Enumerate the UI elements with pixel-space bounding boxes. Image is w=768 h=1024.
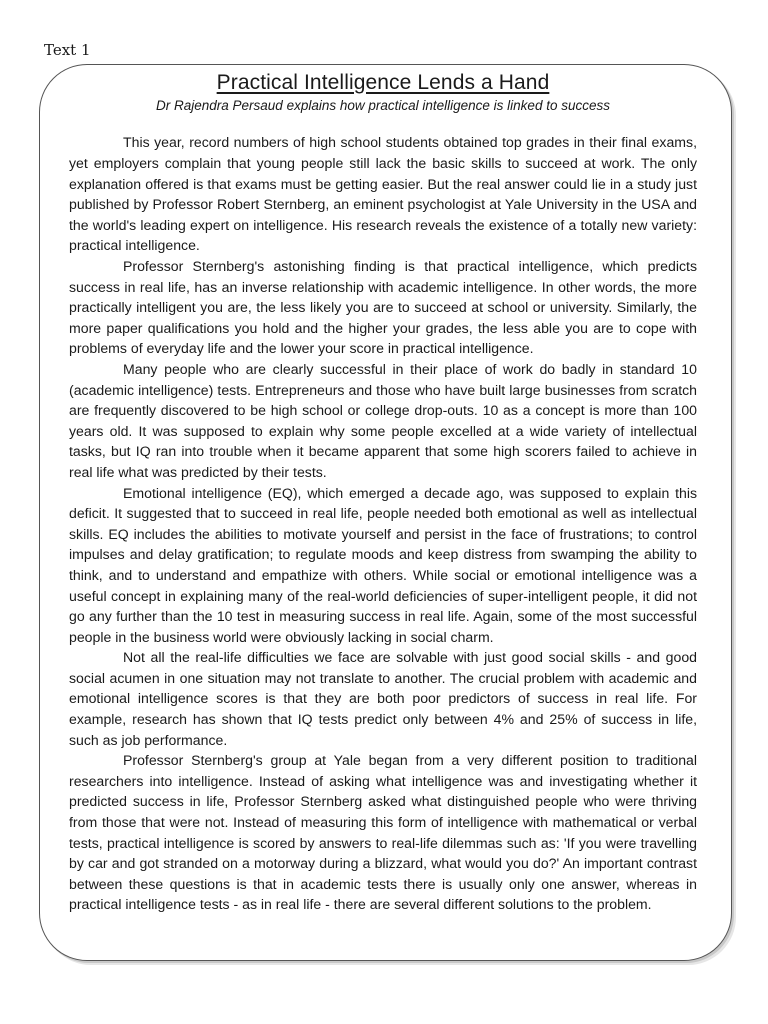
article-body xyxy=(69,132,697,915)
article-container xyxy=(69,70,697,915)
text-number-label: Text 1 xyxy=(44,41,91,59)
article-paragraph-4: Emotional intelligence (EQ), which emerged a decade ago, was supposed to explain this deficit. It suggested that to succeed in real life, people needed both emotional as well as intellectual skills. EQ includes the abilities to motivate yourself and persist in the face of frustrations; to control impulses and delay gratification; to regulate moods and keep distress from swamping the ability to think, and to understand and empathize with others. While social or emotional intelligence was a useful concept in explaining many of the real-world deficiencies of super-intelligent people, it did not go any further than the 10 test in measuring success in real life. Again, some of the most successful people in the business world were obviously lacking in social charm. xyxy=(69,484,697,645)
article-paragraph-3: Many people who are clearly successful in their place of work do badly in standard 10 (academic intelligence) tests. Entrepreneurs and those who have built large businesses from scratch are frequently discovered to be high school or college drop-outs. 10 as a concept is more than 100 years old. It was supposed to explain why some people excelled at a wide variety of intellectual tasks, but IQ ran into trouble when it became apparent that some high scorers failed to achieve in real life what was predicted by their tests. xyxy=(69,360,697,480)
article-subtitle: Dr Rajendra Persaud explains how practical intelligence is linked to success xyxy=(156,98,610,114)
article-title: Practical Intelligence Lends a Hand xyxy=(216,71,550,94)
article-paragraph-1: This year, record numbers of high school students obtained top grades in their final exams, yet employers complain that young people still lack the basic skills to succeed at work. The only explanation offered is that exams must be getting easier. But the real answer could lie in a study just published by Professor Robert Sternberg, an eminent psychologist at Yale University in the USA and the world's leading expert on intelligence. His research reveals the existence of a totally new variety: practical intelligence. xyxy=(69,134,697,254)
article-paragraph-5: Not all the real-life difficulties we face are solvable with just good social skills - and good social acumen in one situation may not translate to another. The crucial problem with academic and emotional intelligence scores is that they are both poor predictors of success in real life. For example, research has shown that IQ tests predict only between 4% and 25% of success in life, such as job performance. xyxy=(69,649,697,748)
article-paragraph-2: Professor Sternberg's astonishing finding is that practical intelligence, which predicts success in real life, has an inverse relationship with academic intelligence. In other words, the more practically intelligent you are, the less likely you are to succeed at school or university. Similarly, the more paper qualifications you hold and the higher your grades, the less able you are to cope with problems of everyday life and the lower your score in practical intelligence. xyxy=(69,258,697,357)
article-paragraph-6: Professor Sternberg's group at Yale began from a very different position to traditional researchers into intelligence. Instead of asking what intelligence was and investigating whether it predicted success in life, Professor Sternberg asked what distinguished people who were thriving from those that were not. Instead of measuring this form of intelligence with mathematical or verbal tests, practical intelligence is scored by answers to real-life dilemmas such as: 'If you were travelling by car and got stranded on a motorway during a blizzard, what would you do?' An important contrast between these questions is that in academic tests there is usually only one answer, whereas in practical intelligence tests - as in real life - there are several different solutions to the problem. xyxy=(69,752,697,913)
